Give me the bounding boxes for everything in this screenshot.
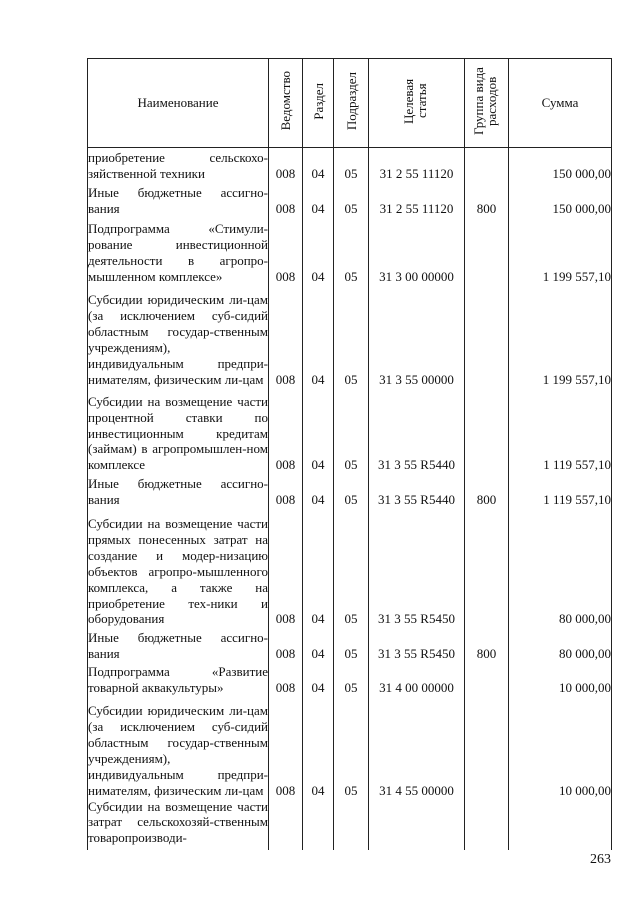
row-group — [465, 217, 509, 285]
row-name: Иные бюджетные ассигно-вания — [88, 627, 269, 661]
header-sum: Сумма — [509, 59, 612, 148]
row-name: Подпрограмма «Стимули-рование инвестиционной деятельности в агропро-мышленном комплексе» — [88, 217, 269, 285]
header-name: Наименование — [88, 59, 269, 148]
header-target: Целевая статья — [369, 59, 465, 148]
table-header-row — [88, 59, 612, 148]
row-group — [465, 148, 509, 183]
row-dept: 008 — [269, 627, 303, 661]
row-sum — [509, 799, 612, 850]
row-target: 31 2 55 11120 — [369, 182, 465, 216]
row-sum: 10 000,00 — [509, 696, 612, 799]
row-name: Субсидии юридическим ли-цам (за исключением суб-сидий областным государ-ственным учреждениям), индивидуальным предпри-нимателям, физическим ли-цам — [88, 285, 269, 388]
row-sum: 1 199 557,10 — [509, 217, 612, 285]
row-target — [369, 799, 465, 850]
row-sum: 150 000,00 — [509, 182, 612, 216]
row-name: Иные бюджетные ассигно-вания — [88, 473, 269, 507]
row-name: Субсидии на возмещение части процентной ставки по инвестиционным кредитам (займам) в агропромышлен-ном комплексе — [88, 388, 269, 474]
row-group: 800 — [465, 182, 509, 216]
row-sum: 1 199 557,10 — [509, 285, 612, 388]
row-dept: 008 — [269, 508, 303, 628]
header-group: Группа вида расходов — [465, 59, 509, 148]
table-row — [88, 182, 612, 216]
row-section: 04 — [303, 473, 334, 507]
row-dept: 008 — [269, 217, 303, 285]
row-group — [465, 662, 509, 696]
row-subsection: 05 — [334, 285, 369, 388]
row-subsection — [334, 799, 369, 850]
table-row — [88, 285, 612, 388]
table-row — [88, 627, 612, 661]
row-target: 31 3 55 R5440 — [369, 388, 465, 474]
row-subsection: 05 — [334, 182, 369, 216]
row-name: Субсидии юридическим ли-цам (за исключением суб-сидий областным государ-ственным учреждениям), индивидуальным предпри-нимателям, физическим ли-цам — [88, 696, 269, 799]
budget-table — [87, 58, 612, 850]
row-target: 31 4 00 00000 — [369, 662, 465, 696]
row-dept: 008 — [269, 473, 303, 507]
row-group: 800 — [465, 473, 509, 507]
row-target: 31 3 55 R5450 — [369, 627, 465, 661]
row-subsection: 05 — [334, 473, 369, 507]
row-section: 04 — [303, 148, 334, 183]
row-dept: 008 — [269, 696, 303, 799]
row-target: 31 2 55 11120 — [369, 148, 465, 183]
row-name: Иные бюджетные ассигно-вания — [88, 182, 269, 216]
row-group — [465, 388, 509, 474]
row-section: 04 — [303, 182, 334, 216]
table-row — [88, 148, 612, 183]
table-row — [88, 799, 612, 850]
table-row — [88, 473, 612, 507]
row-name: Подпрограмма «Развитие товарной аквакультуры» — [88, 662, 269, 696]
row-target: 31 3 00 00000 — [369, 217, 465, 285]
table-row — [88, 388, 612, 474]
row-dept — [269, 799, 303, 850]
table-row — [88, 696, 612, 799]
header-subsection: Подраздел — [334, 59, 369, 148]
row-sum: 150 000,00 — [509, 148, 612, 183]
row-name: Субсидии на возмещение части затрат сельскохозяй-ственным товаропроизводи- — [88, 799, 269, 850]
header-section: Раздел — [303, 59, 334, 148]
row-target: 31 3 55 R5450 — [369, 508, 465, 628]
row-subsection: 05 — [334, 662, 369, 696]
row-section: 04 — [303, 508, 334, 628]
row-sum: 1 119 557,10 — [509, 388, 612, 474]
row-section: 04 — [303, 627, 334, 661]
row-group — [465, 285, 509, 388]
row-dept: 008 — [269, 388, 303, 474]
row-dept: 008 — [269, 285, 303, 388]
row-target: 31 3 55 R5440 — [369, 473, 465, 507]
row-subsection: 05 — [334, 388, 369, 474]
row-section: 04 — [303, 662, 334, 696]
header-dept: Ведомство — [269, 59, 303, 148]
row-subsection: 05 — [334, 696, 369, 799]
row-subsection: 05 — [334, 217, 369, 285]
row-dept: 008 — [269, 148, 303, 183]
row-dept: 008 — [269, 662, 303, 696]
row-section — [303, 799, 334, 850]
row-group: 800 — [465, 627, 509, 661]
row-name: приобретение сельскохо-зяйственной техники — [88, 148, 269, 183]
row-subsection: 05 — [334, 627, 369, 661]
table-row — [88, 662, 612, 696]
row-name: Субсидии на возмещение части прямых понесенных затрат на создание и модер-низацию объектов агропро-мышленного комплекса, а также на приобретение тех-ники и оборудования — [88, 508, 269, 628]
page-number: 263 — [590, 852, 611, 867]
row-group — [465, 799, 509, 850]
row-target: 31 4 55 00000 — [369, 696, 465, 799]
row-sum: 1 119 557,10 — [509, 473, 612, 507]
row-section: 04 — [303, 285, 334, 388]
row-section: 04 — [303, 696, 334, 799]
row-sum: 80 000,00 — [509, 627, 612, 661]
row-target: 31 3 55 00000 — [369, 285, 465, 388]
row-section: 04 — [303, 217, 334, 285]
row-subsection: 05 — [334, 148, 369, 183]
row-section: 04 — [303, 388, 334, 474]
row-sum: 80 000,00 — [509, 508, 612, 628]
row-group — [465, 696, 509, 799]
table-row — [88, 217, 612, 285]
row-sum: 10 000,00 — [509, 662, 612, 696]
row-subsection: 05 — [334, 508, 369, 628]
table-row — [88, 508, 612, 628]
row-group — [465, 508, 509, 628]
row-dept: 008 — [269, 182, 303, 216]
